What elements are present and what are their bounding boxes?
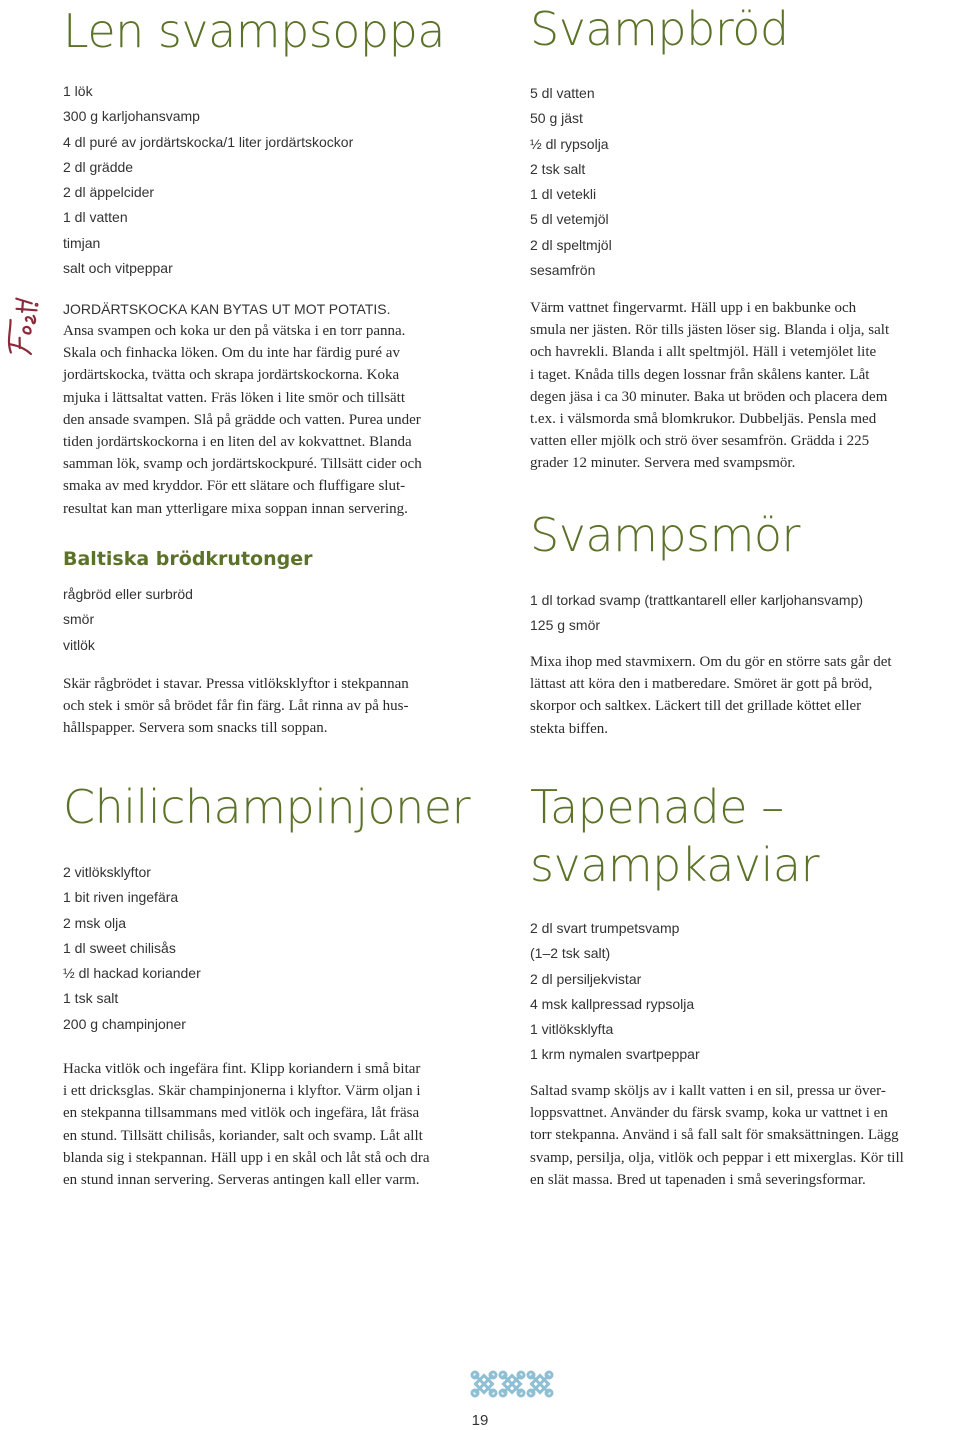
ingredient-item: rågbröd eller surbröd: [63, 586, 193, 602]
ingredients-bread: [530, 81, 612, 283]
ingredient-item: 1 lök: [63, 83, 93, 99]
ingredient-item: 1 dl vetekli: [530, 186, 597, 203]
butter-instructions: [530, 651, 958, 740]
ingredient-item: 4 dl puré av jordärtskocka/1 liter jordärtskockor: [63, 133, 354, 150]
text-line: samman lök, svamp och jordärtskockpuré. Tillsätt cider och: [63, 456, 422, 473]
text-line: Hacka vitlök och ingefära fint. Klipp koriandern i små bitar: [63, 1061, 421, 1077]
ingredient-item: 2 dl svart trumpetsvamp: [530, 920, 680, 936]
text-line: jordärtskocka, tvätta och skrapa jordärtskockorna. Koka: [63, 367, 400, 384]
text-line: Saltad svamp sköljs av i kallt vatten i en sil, pressa ur över-: [530, 1083, 886, 1099]
ingredients-croutons: [63, 582, 193, 658]
tapenade-title-line: Tapenade –: [530, 780, 784, 834]
ingredient-item: 1 vitlöksklyfta: [530, 1021, 614, 1038]
knot-ornament-icon: [470, 1366, 554, 1402]
ingredient-item: vitlök: [63, 636, 95, 653]
ingredient-item: 2 dl grädde: [63, 158, 134, 175]
text-line: tiden jordärtskockorna i en liten del av kokvattnet. Blanda: [63, 434, 412, 451]
ingredient-item: 2 msk olja: [63, 914, 127, 931]
text-line: Skär rågbrödet i stavar. Pressa vitlöksklyftor i stekpannan: [63, 676, 409, 692]
text-line: grader 12 minuter. Servera med svampsmör.: [530, 455, 796, 472]
text-line: vatten eller mjölk och strö över sesamfrön. Grädda i 225: [530, 433, 870, 450]
ingredient-item: sesamfrön: [530, 262, 596, 279]
text-line: svamp, persilja, olja, vitlök och peppar i ett mixerglas. Kör till: [530, 1149, 904, 1166]
ingredients-chili: [63, 860, 201, 1037]
text-line: smula ner jästen. Rör tills jästen löser sig. Blanda i olja, salt: [530, 322, 890, 339]
tapenade-instructions: [530, 1080, 960, 1191]
text-line: blanda sig i stekpannan. Häll upp i en skål och låt stå och dra: [63, 1149, 430, 1166]
text-line: stekta biffen.: [530, 720, 609, 737]
text-line: smaka av med kryddor. För ett slätare och fluffigare slut-: [63, 478, 406, 495]
ingredient-item: ½ dl rypsolja: [530, 135, 609, 152]
ingredient-item: 1 dl vatten: [63, 209, 128, 226]
ingredient-item: ½ dl hackad koriander: [63, 965, 201, 982]
recipe-title-croutons: Baltiska brödkrutonger: [63, 548, 313, 570]
ingredient-item: timjan: [63, 234, 101, 251]
text-line: en stekpanna tillsammans med vitlök och ingefära, låt fräsa: [63, 1105, 420, 1122]
chili-instructions: [63, 1058, 503, 1191]
recipe-title-tapenade: [530, 778, 819, 894]
ingredient-item: salt och vitpeppar: [63, 260, 173, 277]
text-line: den ansade svampen. Slå på grädde och vatten. Purea under: [63, 411, 421, 428]
text-line: och stek i smör så brödet får fin färg. Låt rinna av på hus-: [63, 698, 409, 715]
ingredient-item: 5 dl vatten: [530, 85, 595, 101]
ingredient-item: 300 g karljohansvamp: [63, 108, 200, 125]
page-number: 19: [471, 1412, 489, 1429]
text-line: Värm vattnet fingervarmt. Häll upp i en bakbunke och: [530, 300, 857, 316]
ingredient-item: 1 bit riven ingefära: [63, 889, 179, 906]
ingredient-item: 1 dl torkad svamp (trattkantarell eller karljohansvamp): [530, 592, 864, 608]
text-line: lättast att köra den i matberedare. Smöret är gott på bröd,: [530, 676, 873, 693]
recipe-title-butter: Svampsmör: [530, 508, 800, 562]
ingredients-butter: [530, 588, 863, 639]
ingredient-item: 1 tsk salt: [63, 990, 119, 1007]
ingredient-item: 1 dl sweet chilisås: [63, 939, 176, 956]
ingredient-item: 1 krm nymalen svartpeppar: [530, 1046, 700, 1063]
text-line: en slät massa. Bred ut tapenaden i små severingsformar.: [530, 1171, 866, 1188]
ingredients-tapenade: [530, 916, 700, 1068]
text-line: t.ex. i välsmorda små blomkrukor. Dubbeljäs. Pensla med: [530, 411, 877, 428]
fest-script-decoration: [0, 282, 50, 362]
text-line: Mixa ihop med stavmixern. Om du gör en större sats går det: [530, 654, 892, 670]
ingredient-item: 2 dl persiljekvistar: [530, 970, 642, 987]
text-line: hållspapper. Servera som snacks till soppan.: [63, 720, 328, 737]
ingredient-item: 50 g jäst: [530, 110, 583, 127]
text-line: Ansa svampen och koka ur den på vätska i en torr panna.: [63, 323, 406, 339]
text-line: mjuka i lättsaltat vatten. Fräs löken i lite smör och tillsätt: [63, 389, 406, 406]
text-line: en stund innan servering. Serveras antingen kall eller varm.: [63, 1172, 420, 1189]
text-line: och havrekli. Blanda i allt speltmjöl. Häll i vetemjölet lite: [530, 344, 877, 361]
ingredient-item: 2 vitlöksklyftor: [63, 864, 151, 880]
recipe-title-bread: Svampbröd: [530, 2, 789, 56]
recipe-title-soup: Len svampsoppa: [63, 4, 445, 58]
ingredients-soup: [63, 79, 353, 281]
text-line: Skala och finhacka löken. Om du inte har färdig puré av: [63, 345, 400, 362]
text-line: i taget. Knåda tills degen lossnar från skålens kanter. Låt: [530, 366, 870, 383]
ingredient-item: (1–2 tsk salt): [530, 945, 611, 962]
text-line: skorpor och saltkex. Läckert till det grillade köttet eller: [530, 698, 862, 715]
text-line: i ett dricksglas. Skär champinjonerna i klyftor. Värm oljan i: [63, 1083, 421, 1100]
bread-instructions: [530, 297, 958, 475]
text-line: loppsvattnet. Använder du färsk svamp, koka ur vattnet i en: [530, 1105, 888, 1122]
text-line: torr stekpanna. Använd i så fall salt för smaksättningen. Lägg: [530, 1127, 899, 1144]
tapenade-title-line: svampkaviar: [530, 838, 820, 892]
ingredient-item: 5 dl vetemjöl: [530, 211, 609, 228]
soup-instructions: [63, 320, 503, 520]
text-line: en stund. Tillsätt chilisås, koriander, salt och svamp. Låt allt: [63, 1127, 423, 1144]
ingredient-item: 200 g champinjoner: [63, 1015, 186, 1032]
ingredient-item: 125 g smör: [530, 617, 601, 634]
text-line: resultat kan man ytterligare mixa soppan innan servering.: [63, 500, 408, 517]
ingredient-item: 2 dl äppelcider: [63, 184, 155, 201]
ingredient-item: 4 msk kallpressad rypsolja: [530, 995, 695, 1012]
soup-substitution-note: JORDÄRTSKOCKA KAN BYTAS UT MOT POTATIS.: [63, 301, 391, 317]
recipe-title-chili: Chilichampinjoner: [63, 780, 470, 834]
croutons-instructions: [63, 673, 503, 740]
text-line: degen jäsa i ca 30 minuter. Baka ut bröden och placera dem: [530, 388, 888, 405]
ingredient-item: smör: [63, 611, 95, 628]
ingredient-item: 2 dl speltmjöl: [530, 236, 612, 253]
ingredient-item: 2 tsk salt: [530, 160, 586, 177]
